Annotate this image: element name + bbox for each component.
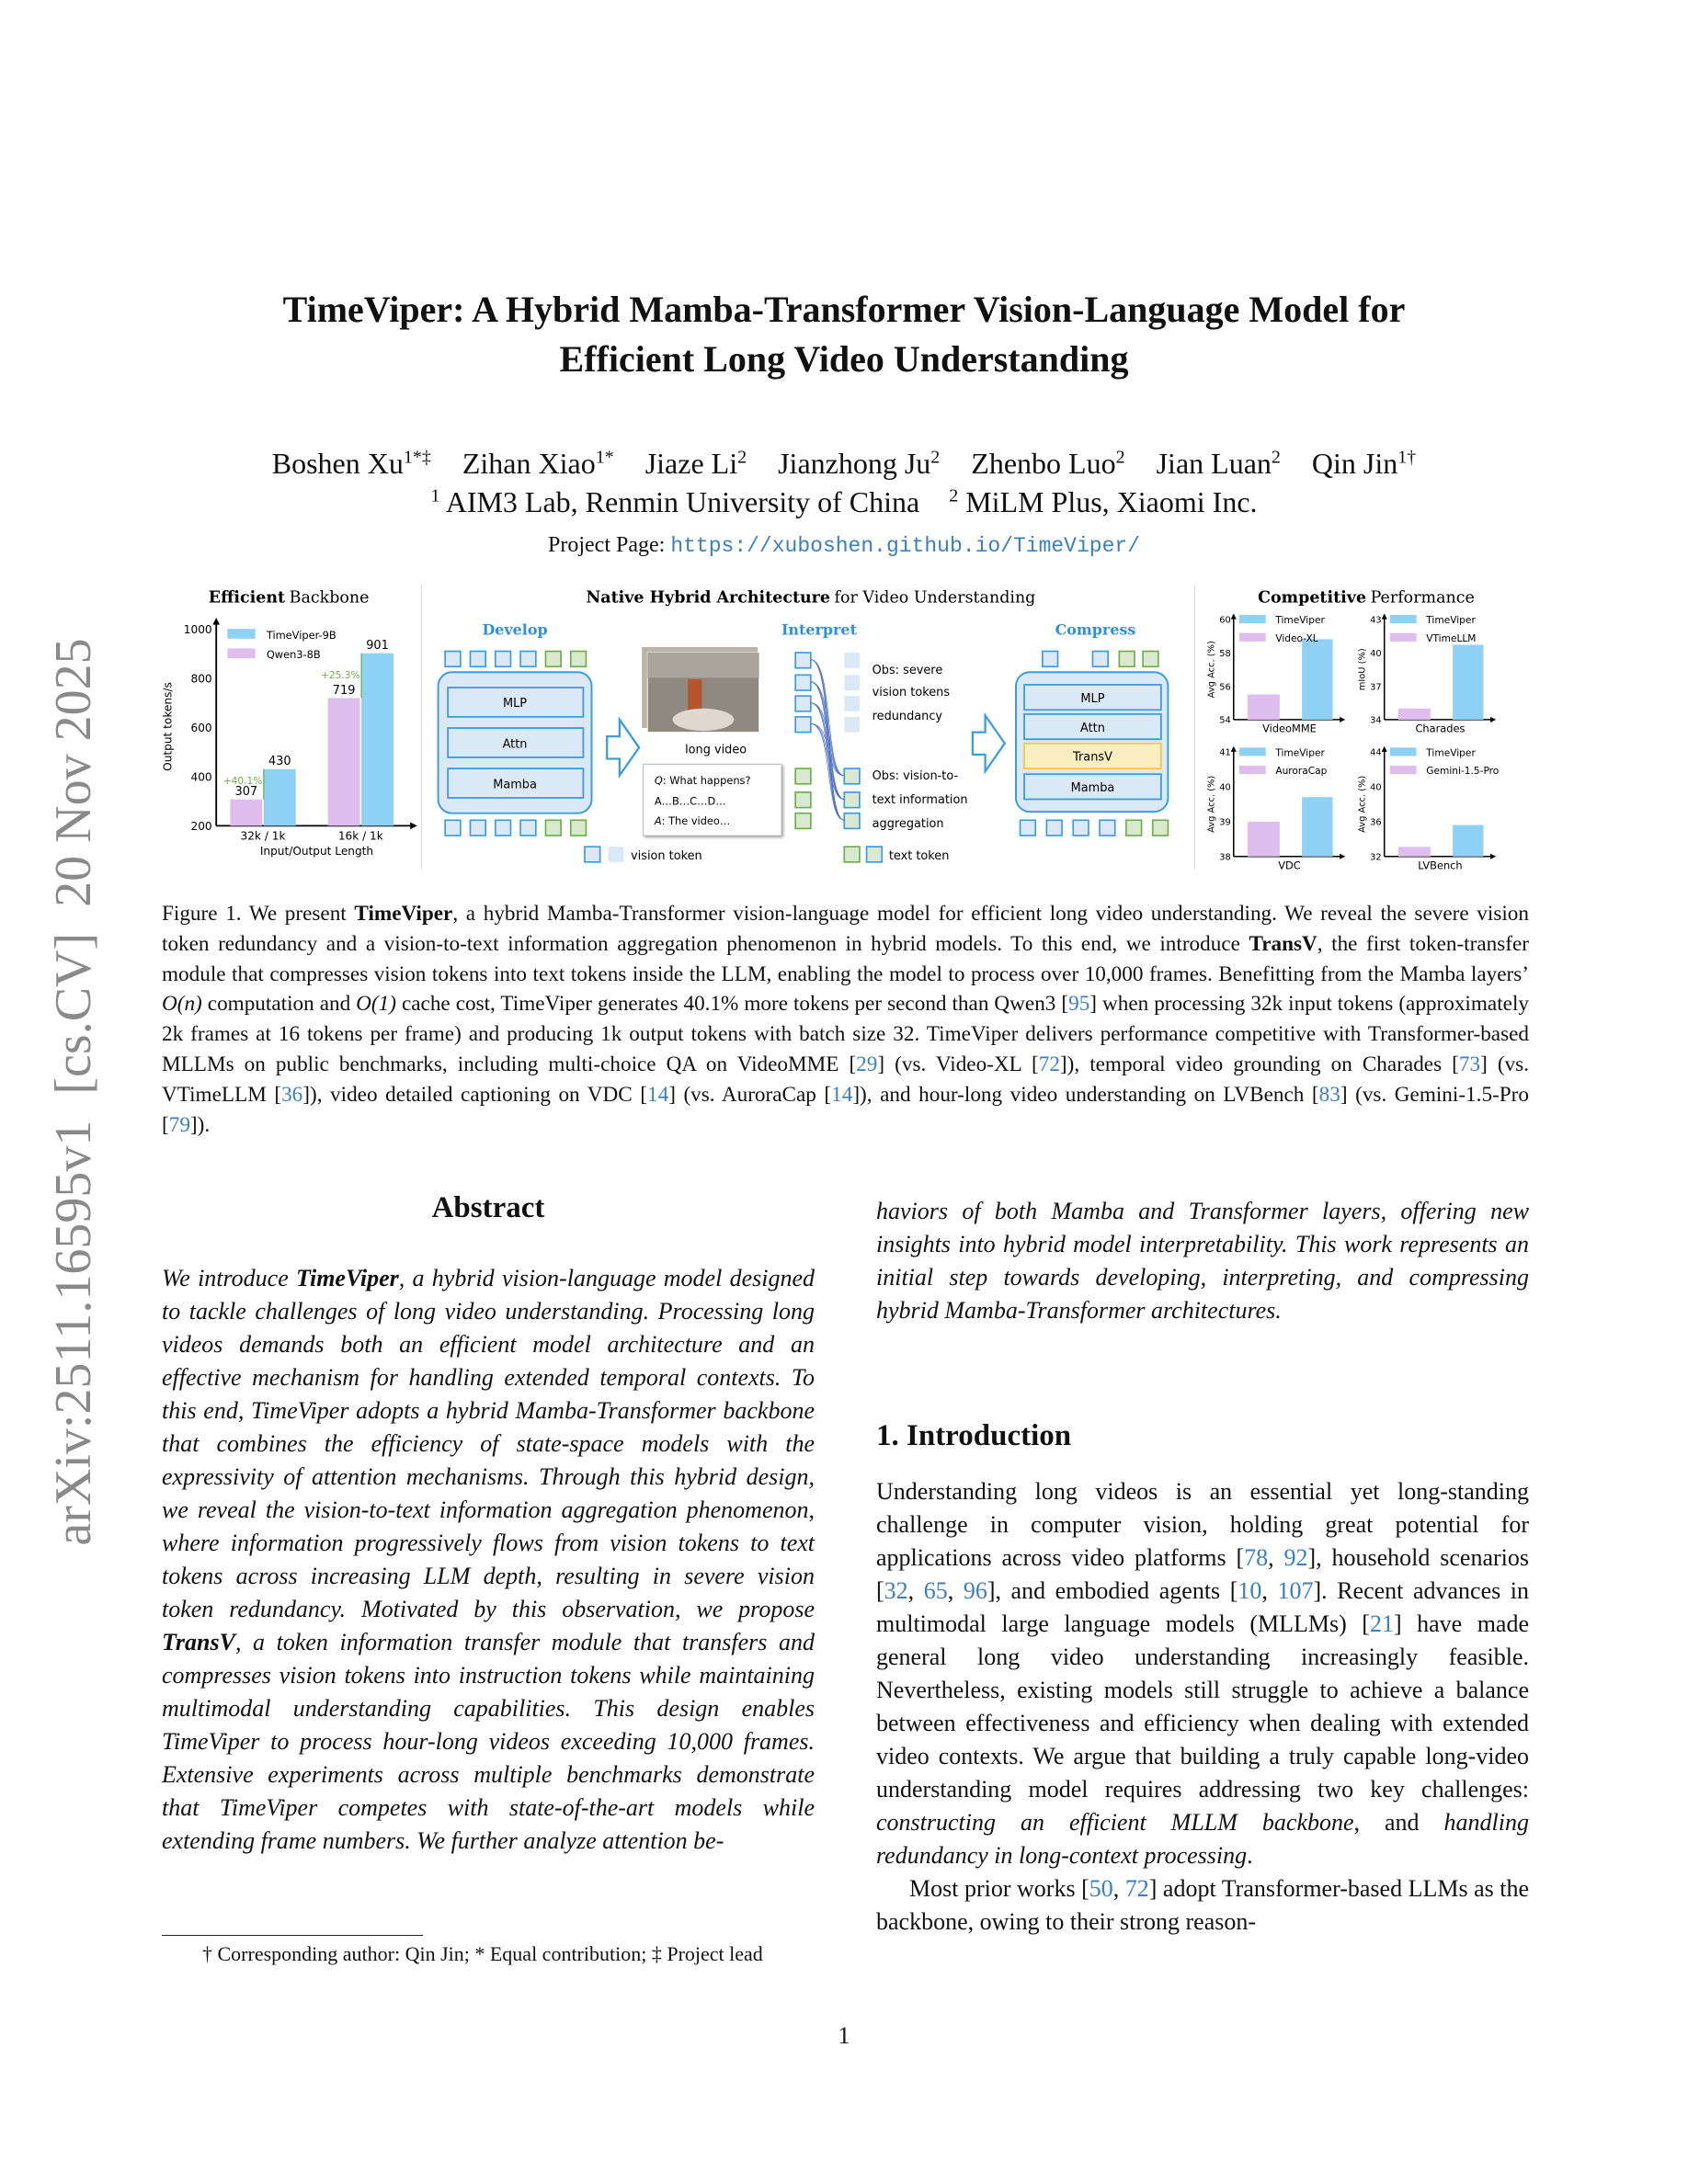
- vision-token: [520, 652, 536, 667]
- citation-link[interactable]: 29: [856, 1052, 878, 1076]
- author: [971, 447, 1124, 480]
- text-token: [571, 652, 587, 667]
- legend-label: TimeViper: [1275, 746, 1325, 759]
- architecture-title: Native Hybrid Architecture for Video Understanding: [586, 588, 1036, 608]
- vision-token: [445, 652, 461, 667]
- figure-1: [162, 577, 1523, 873]
- layer-label: MLP: [503, 697, 528, 711]
- legend-vision-token-icon: [585, 847, 600, 862]
- axis-arrow: [1490, 717, 1496, 722]
- legend-vision-token-icon: [609, 847, 624, 862]
- text: ]).: [189, 1112, 211, 1137]
- obs-redundancy-line: vision tokens: [872, 686, 951, 700]
- y-tick-label: 200: [190, 819, 212, 833]
- y-tick-label: 34: [1370, 715, 1382, 726]
- y-tick-label: 58: [1219, 648, 1231, 659]
- intro-paragraph-2: [876, 1872, 1529, 1939]
- affiliation: [430, 485, 919, 518]
- bar-baseline: [1248, 695, 1280, 720]
- legend-label: TimeViper: [1426, 614, 1476, 627]
- legend-text-token-icon: [844, 847, 860, 862]
- axis-arrow: [1382, 613, 1387, 619]
- legend-label: TimeViper-9B: [266, 628, 336, 642]
- layer-label: Mamba: [1070, 781, 1115, 796]
- legend-label: TimeViper: [1275, 614, 1325, 627]
- layer-label: MLP: [1080, 691, 1105, 706]
- footnote-rule: [162, 1935, 423, 1936]
- improvement-label: +40.1%: [222, 775, 263, 788]
- text: ], and embodied agents [: [987, 1577, 1238, 1604]
- author: [1312, 447, 1416, 480]
- axis-arrow: [1382, 746, 1387, 752]
- y-tick-label: 36: [1370, 817, 1382, 828]
- obs-redundancy-line: Obs: severe: [872, 663, 943, 677]
- citation-link[interactable]: 50: [1089, 1875, 1113, 1902]
- text-token: [795, 768, 811, 784]
- bar-baseline: [1398, 847, 1431, 856]
- author-marker: 2: [930, 447, 941, 468]
- y-tick-label: 38: [1219, 852, 1231, 863]
- affiliation-name: AIM3 Lab, Renmin University of China: [439, 485, 920, 518]
- axis-arrow: [212, 618, 220, 625]
- y-tick-label: 32: [1370, 852, 1382, 863]
- redundant-vision-token: [844, 696, 860, 711]
- project-label: Project Page:: [548, 533, 666, 557]
- axis-arrow: [1340, 717, 1345, 722]
- bold-term: TransV: [1249, 931, 1317, 956]
- citation-link[interactable]: 95: [1068, 992, 1090, 1017]
- text: computation and: [201, 992, 357, 1017]
- introduction-text: [876, 1475, 1529, 1939]
- vision-token: [795, 696, 811, 711]
- x-tick-label: 32k / 1k: [240, 829, 286, 843]
- abstract-text-continued: [876, 1195, 1529, 1327]
- legend-label: Video-XL: [1275, 631, 1318, 644]
- citation-link[interactable]: 79: [168, 1112, 190, 1137]
- performance-title: Competitive Performance: [1258, 588, 1475, 608]
- data-label: 901: [366, 639, 389, 654]
- affiliation: [949, 485, 1257, 518]
- legend-label: VTimeLLM: [1426, 631, 1477, 644]
- text: , a token information transfer module that transfers and compresses vision tokens into instruction tokens while maintaining multimodal understanding capabilities. This design enables TimeViper to process hour-long videos exceeding 10,000 frames. Extensive experiments across multiple benchmarks demonstrate that TimeViper competes with state-of-the-art models while extending frame numbers. We further analyze attention be-: [162, 1629, 815, 1854]
- legend-swatch: [1239, 633, 1266, 642]
- vision-token: [496, 820, 511, 836]
- text-token: [1126, 820, 1142, 836]
- layer-label: Mamba: [493, 778, 537, 792]
- text-token: [571, 820, 587, 836]
- y-tick-label: 600: [190, 721, 212, 734]
- y-tick-label: 400: [190, 770, 212, 784]
- vision-token: [520, 820, 536, 836]
- aggregated-text-token: [844, 768, 860, 784]
- legend-swatch: [227, 648, 255, 658]
- legend-swatch: [227, 629, 255, 639]
- improvement-label: +25.3%: [320, 669, 360, 682]
- affiliation-marker: 2: [949, 485, 959, 506]
- redundant-vision-token: [844, 675, 860, 690]
- axis-arrow: [1231, 746, 1237, 752]
- vision-token: [445, 820, 461, 836]
- legend-label: Qwen3-8B: [266, 648, 321, 662]
- vision-token: [496, 652, 511, 667]
- vision-token: [470, 652, 485, 667]
- data-label: 719: [332, 683, 356, 698]
- bar-timeviper: [1453, 825, 1483, 857]
- legend-swatch: [1239, 766, 1266, 774]
- citation-link[interactable]: 92: [1283, 1544, 1308, 1571]
- text-token: [545, 820, 561, 836]
- text-token: [545, 652, 561, 667]
- emphasis: constructing an efficient MLLM backbone: [876, 1809, 1354, 1836]
- citation-link[interactable]: 73: [1458, 1052, 1481, 1076]
- qa-options: A…B…C…D…: [654, 794, 726, 808]
- aggregated-text-token: [844, 813, 860, 829]
- citation-link[interactable]: 10: [1237, 1577, 1262, 1604]
- x-axis-label: Charades: [1415, 722, 1466, 735]
- y-tick-label: 44: [1370, 747, 1382, 758]
- project-page: [0, 533, 1688, 558]
- layer-label: Attn: [1080, 721, 1105, 735]
- develop-label: Develop: [482, 620, 548, 639]
- legend-text-token: text token: [888, 848, 950, 863]
- bar-qwen3: [230, 800, 262, 826]
- y-tick-label: 60: [1219, 615, 1231, 626]
- legend-swatch: [1239, 615, 1266, 623]
- emphasis: O(1): [356, 992, 396, 1017]
- axis-arrow: [1340, 854, 1345, 859]
- legend-swatch: [1390, 747, 1417, 756]
- citation-link[interactable]: 78: [1244, 1544, 1269, 1571]
- x-axis-label: VDC: [1278, 859, 1301, 872]
- vision-token: [1043, 652, 1058, 667]
- vision-token: [470, 820, 485, 836]
- author: [1157, 447, 1281, 480]
- author-name: Jiaze Li: [644, 447, 738, 480]
- axis-arrow: [1231, 613, 1237, 619]
- arrow-right-icon: [973, 715, 1005, 771]
- layer-label: Attn: [502, 737, 528, 752]
- bar-baseline: [1398, 709, 1431, 720]
- legend-swatch: [1390, 766, 1417, 774]
- abstract-heading: Abstract: [431, 1191, 545, 1224]
- project-url-link[interactable]: https://xuboshen.github.io/TimeViper/: [670, 534, 1140, 558]
- y-axis-label: mIoU (%): [1357, 648, 1368, 691]
- emphasis: handling redundancy in long-context processing: [876, 1809, 1529, 1869]
- y-axis-label: Avg Acc. (%): [1206, 775, 1217, 833]
- y-axis-label: Avg Acc. (%): [1206, 641, 1217, 699]
- legend-label: Gemini-1.5-Pro: [1426, 765, 1500, 778]
- legend-swatch: [1390, 615, 1417, 623]
- author-name: Boshen Xu: [271, 447, 404, 480]
- author-name: Zhenbo Luo: [971, 447, 1116, 480]
- vision-token: [1046, 820, 1062, 836]
- y-tick-label: 800: [190, 672, 212, 686]
- text: cache cost, TimeViper generates 40.1% more tokens per second than Qwen3 [: [395, 992, 1069, 1017]
- y-tick-label: 43: [1370, 615, 1382, 626]
- text: ,: [947, 1577, 964, 1604]
- text: ]. Recent advances in multimodal large language models (MLLMs) [: [876, 1577, 1530, 1637]
- author-marker: 1*: [595, 447, 614, 468]
- title-line-1: TimeViper: A Hybrid Mamba-Transformer Vision-Language Model for: [282, 289, 1406, 330]
- vision-token: [795, 653, 811, 668]
- text: ]), and hour-long video understanding on LVBench [: [852, 1082, 1319, 1107]
- long-video-label: long video: [685, 743, 747, 757]
- figure-caption: [162, 899, 1529, 1140]
- text: haviors of both Mamba and Transformer layers, offering new insights into hybrid model interpretability. This work represents an initial step towards developing, interpreting, and compressing hybrid Mamba-Transformer architectures.: [876, 1198, 1529, 1324]
- vision-token: [795, 675, 811, 690]
- text: ]), temporal video grounding on Charades [: [1059, 1052, 1459, 1076]
- text: Understanding long videos is an essential yet long-standing challenge in computer vision, holding great potential for applications across video platforms [: [876, 1478, 1529, 1571]
- y-tick-label: 37: [1370, 682, 1382, 693]
- citation-link[interactable]: 107: [1277, 1577, 1314, 1604]
- redundant-vision-token: [844, 653, 860, 668]
- text-token: [1119, 652, 1135, 667]
- citation-link[interactable]: 72: [1038, 1052, 1060, 1076]
- text: , and: [1353, 1809, 1444, 1836]
- page-number: 1: [838, 2022, 850, 2049]
- y-axis-label: Output tokens/s: [162, 682, 175, 771]
- text: , a hybrid Mamba-Transformer vision-language model for efficient long video understanding. We reveal the severe vision token redundancy and a vision-to-text information aggregation phenomenon in hybrid models. To this end, we introduce: [162, 902, 1529, 956]
- text: ] adopt Transformer-based LLMs as the backbone, owing to their strong reason-: [876, 1875, 1530, 1935]
- data-label: 307: [234, 785, 258, 800]
- intro-paragraph-1: [876, 1475, 1529, 1872]
- text: , a hybrid vision-language model designed to tackle challenges of long video understanding. Processing long videos demands both an efficient model architecture and an effective mechanism for handling extended temporal contexts. To this end, TimeViper adopts a hybrid Mamba-Transformer backbone that combines the efficiency of state-space models with the expressivity of attention mechanisms. Through this hybrid design, we reveal the vision-to-text information aggregation phenomenon, where information progressively flows from vision tokens to text tokens across increasing LLM depth, resulting in severe vision token redundancy. Motivated by this observation, we propose: [162, 1265, 815, 1622]
- text-token: [1143, 652, 1158, 667]
- text: ,: [1268, 1544, 1284, 1571]
- text: .: [1247, 1842, 1253, 1869]
- vision-token: [1021, 820, 1036, 836]
- author: [778, 447, 940, 480]
- data-label: 430: [268, 755, 291, 769]
- y-axis-label: Avg Acc. (%): [1357, 775, 1368, 833]
- axis-arrow: [410, 823, 417, 830]
- vision-token: [1092, 652, 1108, 667]
- vision-token: [795, 717, 811, 733]
- introduction-heading: 1. Introduction: [876, 1419, 1072, 1452]
- bold-term: TransV: [162, 1629, 235, 1655]
- obs-redundancy-line: redundancy: [872, 709, 943, 723]
- citation-link[interactable]: 21: [1369, 1610, 1394, 1637]
- axis-arrow: [1490, 854, 1496, 859]
- text: ] (vs. AuroraCap [: [668, 1082, 832, 1107]
- affiliations: [0, 485, 1688, 519]
- citation-link[interactable]: 96: [963, 1577, 987, 1604]
- author: [645, 447, 747, 480]
- paper-title: [0, 285, 1688, 384]
- layer-label: TransV: [1073, 750, 1112, 765]
- author-name: Zihan Xiao: [462, 447, 596, 480]
- author-marker: 1†: [1397, 447, 1417, 468]
- text-token: [795, 813, 811, 829]
- author-name: Qin Jin: [1311, 447, 1398, 480]
- legend-swatch: [1239, 747, 1266, 756]
- author: [272, 447, 431, 480]
- y-tick-label: 40: [1370, 648, 1382, 659]
- interpret-label: Interpret: [781, 620, 857, 639]
- text: ] (vs. Gemini-1.5-Pro [: [162, 1082, 1529, 1137]
- bar-timeviper: [1302, 639, 1332, 719]
- text-token: [1153, 820, 1169, 836]
- author-name: Jianzhong Ju: [778, 447, 931, 480]
- text: , the first token-transfer module that compresses vision tokens into text tokens inside the LLM, enabling the model to process over 10,000 frames. Benefitting from the Mamba layers’: [162, 931, 1529, 986]
- x-axis-label: VideoMME: [1262, 722, 1317, 735]
- legend-text-token-icon: [867, 847, 883, 862]
- bar-qwen3: [328, 698, 360, 825]
- author-marker: 2: [1271, 447, 1281, 468]
- citation-link[interactable]: 72: [1124, 1875, 1149, 1902]
- architecture-diagram: [439, 620, 1169, 863]
- text: We introduce: [162, 1265, 297, 1291]
- obs-aggregation-line: Obs: vision-to-: [872, 769, 959, 784]
- compress-label: Compress: [1055, 620, 1136, 639]
- y-tick-label: 41: [1219, 747, 1231, 758]
- affiliation-marker: 1: [430, 485, 440, 506]
- x-tick-label: 16k / 1k: [337, 829, 383, 843]
- x-axis-label: Input/Output Length: [259, 845, 374, 859]
- text: Figure 1. We present: [162, 902, 355, 926]
- text: ,: [907, 1577, 924, 1604]
- text: Most prior works [: [909, 1875, 1089, 1902]
- legend-swatch: [1390, 633, 1417, 642]
- text: ] (vs. Video-XL [: [877, 1052, 1039, 1076]
- y-tick-label: 56: [1219, 682, 1231, 693]
- redundant-vision-token: [844, 717, 860, 733]
- legend-label: TimeViper: [1426, 746, 1476, 759]
- aggregated-text-token: [844, 792, 860, 808]
- text: ,: [1112, 1875, 1125, 1902]
- obs-aggregation-line: text information: [872, 793, 968, 808]
- author: [462, 447, 614, 480]
- text: ]), video detailed captioning on VDC [: [302, 1082, 647, 1107]
- emphasis: O(n): [162, 992, 202, 1017]
- bold-term: TimeViper: [354, 902, 453, 926]
- legend-label: AuroraCap: [1275, 765, 1328, 778]
- text: ] have made general long video understanding increasingly feasible. Nevertheless, existing models still struggle to achieve a balance between effectiveness and efficiency when dealing with extended video contexts. We argue that building a truly capable long-video understanding model requires addressing two key challenges:: [876, 1610, 1530, 1803]
- text-token: [795, 792, 811, 808]
- x-axis-label: LVBench: [1418, 859, 1463, 872]
- title-line-2: Efficient Long Video Understanding: [559, 338, 1129, 380]
- text: ] (vs. VTimeLLM [: [162, 1052, 1529, 1107]
- y-tick-label: 1000: [183, 622, 212, 636]
- text: ], household scenarios [: [876, 1544, 1530, 1604]
- citation-link[interactable]: 32: [884, 1577, 908, 1604]
- citation-link[interactable]: 14: [831, 1082, 853, 1107]
- text: ,: [1261, 1577, 1278, 1604]
- citation-link[interactable]: 36: [281, 1082, 303, 1107]
- citation-link[interactable]: 83: [1318, 1082, 1340, 1107]
- bar-timeviper: [264, 769, 296, 826]
- author-marker: 1*‡: [403, 447, 431, 468]
- obs-aggregation-line: aggregation: [872, 816, 944, 831]
- vision-token: [1100, 820, 1115, 836]
- qa-answer: A: The video…: [654, 813, 731, 827]
- backbone-title: Efficient Backbone: [208, 588, 370, 608]
- affiliation-name: MiLM Plus, Xiaomi Inc.: [958, 485, 1258, 518]
- citation-link[interactable]: 65: [923, 1577, 948, 1604]
- bar-timeviper: [361, 654, 393, 826]
- arxiv-stamp: arXiv:2511.16595v1 [cs.CV] 20 Nov 2025: [45, 638, 102, 1546]
- bar-baseline: [1248, 822, 1280, 857]
- bar-timeviper: [1302, 797, 1332, 857]
- author-list: [0, 447, 1688, 481]
- legend-vision-token: vision token: [631, 848, 702, 863]
- qa-question: Q: What happens?: [654, 773, 751, 787]
- bar-timeviper: [1453, 645, 1483, 720]
- text: ] when processing 32k input tokens (approximately 2k frames at 16 tokens per frame) and producing 1k output tokens with batch size 32. TimeViper delivers performance competitive with Transformer-based MLLMs on public benchmarks, including multi-choice QA on VideoMME [: [162, 992, 1529, 1076]
- author-marker: 2: [737, 447, 747, 468]
- y-tick-label: 40: [1219, 782, 1231, 793]
- author-marker: 2: [1115, 447, 1125, 468]
- vision-token: [1073, 820, 1089, 836]
- author-name: Jian Luan: [1156, 447, 1272, 480]
- footnote: † Corresponding author: Qin Jin; * Equal contribution; ‡ Project lead: [202, 1942, 763, 1965]
- abstract-text: [162, 1262, 815, 1858]
- y-tick-label: 40: [1370, 782, 1382, 793]
- bold-term: TimeViper: [296, 1265, 399, 1291]
- arrow-right-icon: [607, 720, 639, 776]
- citation-link[interactable]: 14: [647, 1082, 669, 1107]
- y-tick-label: 39: [1219, 817, 1231, 828]
- y-tick-label: 54: [1219, 715, 1231, 726]
